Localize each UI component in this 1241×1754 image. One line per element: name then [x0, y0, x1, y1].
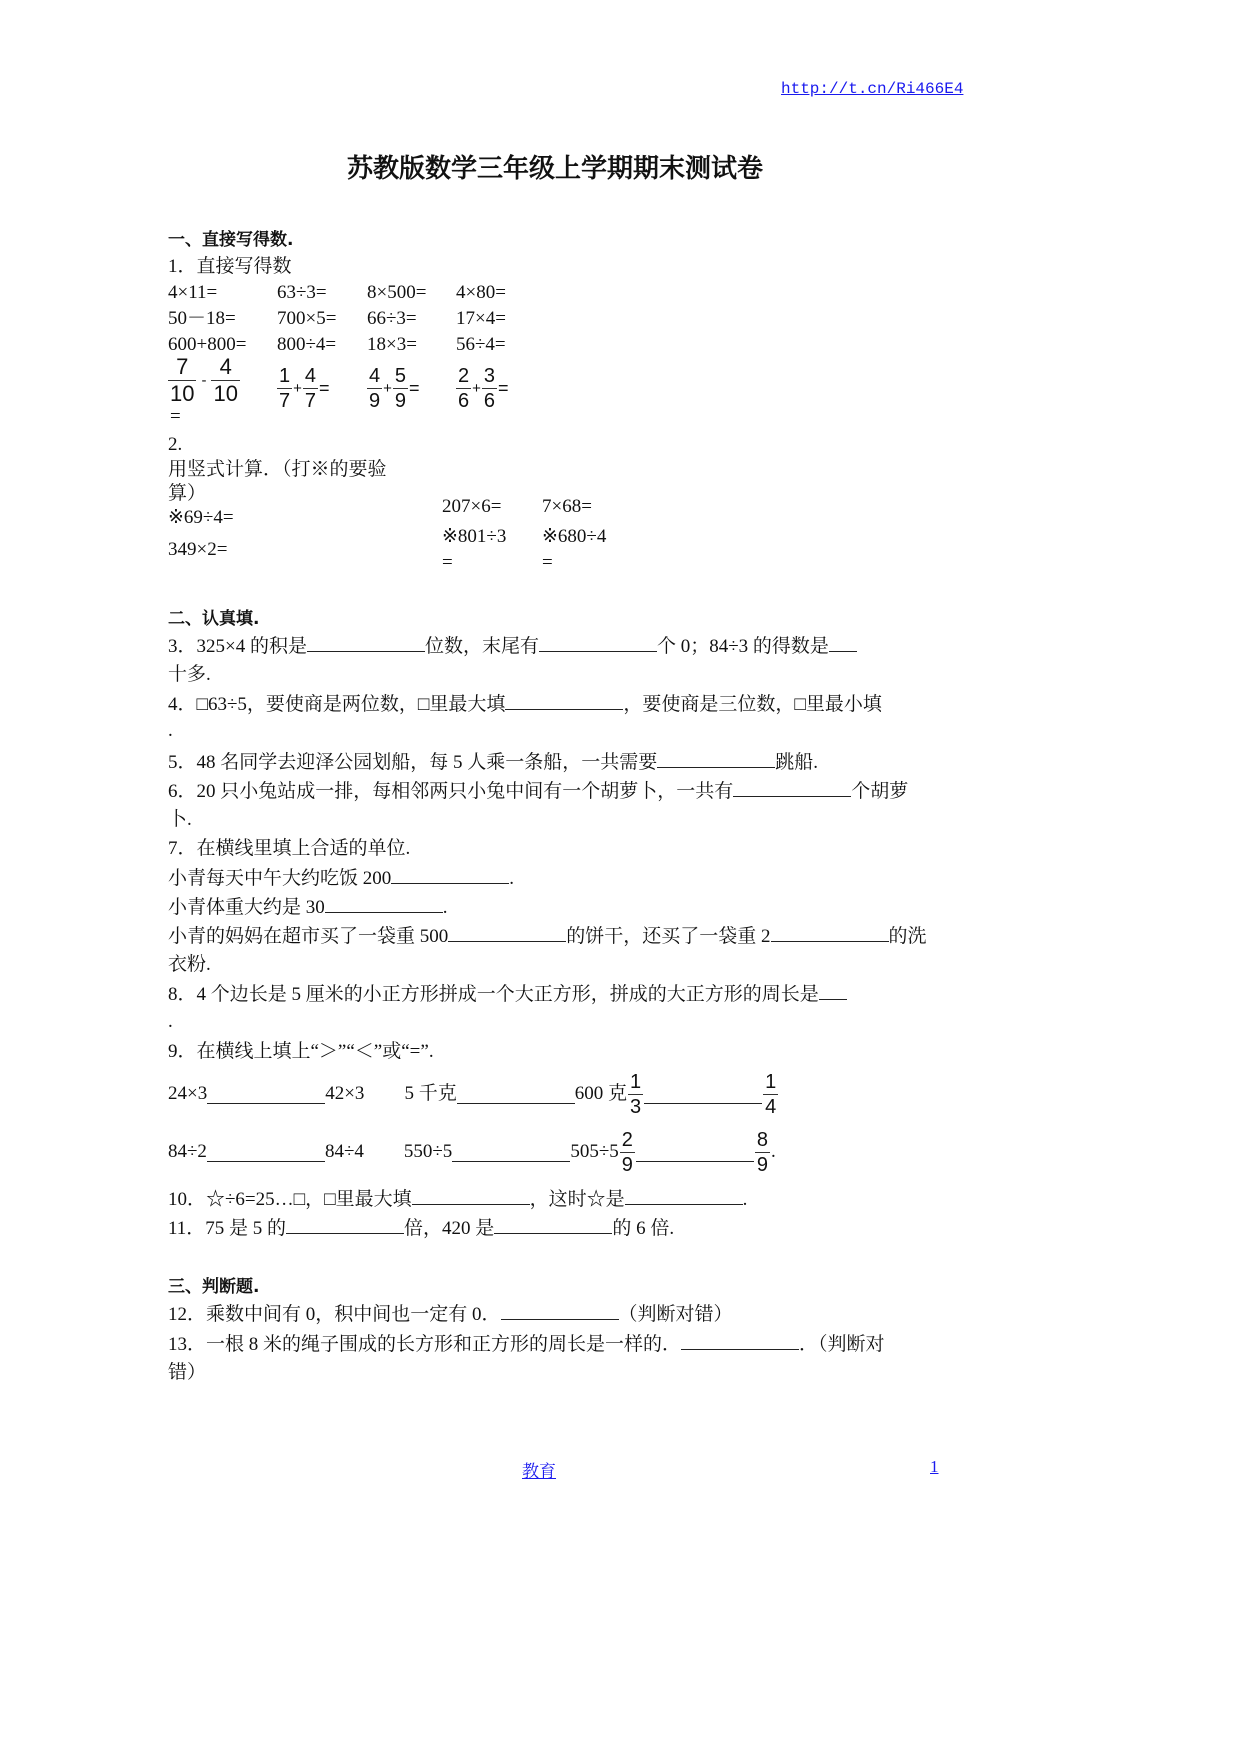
question-9-label: 9．在横线上填上“＞”“＜”或“=”. — [168, 1041, 434, 1062]
answer-blank[interactable] — [771, 923, 889, 942]
question-7-line-2: 小青体重大约是 30 . — [168, 894, 448, 921]
question-5: 5．48 名同学去迎泽公园划船，每 5 人乘一条船，一共需要 跳船. — [168, 749, 818, 776]
answer-blank[interactable] — [625, 1186, 743, 1205]
answer-blank[interactable] — [501, 1301, 619, 1320]
question-9-row-2: 84÷2 84÷4 550÷5 505÷5 $\frac{2}{9}$ $\frac{8}{9}$ . — [168, 1128, 776, 1176]
answer-blank[interactable] — [457, 1085, 575, 1104]
calc-item: 17×4= — [456, 308, 506, 329]
question-2-instruction: 用竖式计算．（打※的要验 — [168, 459, 387, 480]
fraction: $\frac{4}{9}$ — [369, 365, 381, 412]
calc-item: 600+800= — [168, 334, 247, 355]
answer-blank[interactable] — [681, 1331, 799, 1350]
calc-equals: = — [542, 552, 553, 573]
question-7-line-3: 小青的妈妈在超市买了一袋重 500 的饼干，还买了一袋重 2 的洗 — [168, 923, 927, 950]
answer-blank[interactable] — [494, 1215, 612, 1234]
calc-item: 8×500= — [367, 282, 427, 303]
answer-blank[interactable] — [207, 1085, 325, 1104]
answer-blank[interactable] — [819, 981, 847, 1000]
section-heading-3: 三、判断题. — [168, 1277, 260, 1297]
fraction-expr-3: $\frac{4}{9}$ + $\frac{5}{9}$ = — [369, 365, 420, 412]
question-8: 8．4 个边长是 5 厘米的小正方形拼成一个大正方形，拼成的大正方形的周长是 — [168, 981, 847, 1008]
answer-blank[interactable] — [505, 691, 623, 710]
calc-item: 800÷4= — [277, 334, 337, 355]
question-10: 10．☆÷6=25…□，□里最大填 ，这时☆是 . — [168, 1186, 747, 1213]
question-13: 13．一根 8 米的绳子围成的长方形和正方形的周长是一样的． ．（判断对 — [168, 1331, 885, 1358]
calc-item: 50－18= — [168, 308, 236, 329]
answer-blank[interactable] — [452, 1143, 570, 1162]
fraction-expr-1-equals: = — [170, 406, 181, 427]
answer-blank[interactable] — [207, 1143, 325, 1162]
calc-item: 700×5= — [277, 308, 337, 329]
answer-blank[interactable] — [391, 865, 509, 884]
question-7-line-1: 小青每天中午大约吃饭 200 . — [168, 865, 514, 892]
answer-blank[interactable] — [286, 1215, 404, 1234]
calc-item: 66÷3= — [367, 308, 417, 329]
answer-blank[interactable] — [307, 633, 425, 652]
question-2-number: 2. — [168, 434, 183, 455]
question-8-cont: . — [168, 1011, 173, 1032]
footer-link[interactable]: 教育 — [522, 1462, 556, 1481]
question-4-cont: . — [168, 720, 173, 741]
calc-item: 349×2= — [168, 539, 228, 560]
answer-blank[interactable] — [657, 749, 775, 768]
fraction-expr-2: $\frac{1}{7}$ + $\frac{4}{7}$ = — [279, 365, 330, 412]
question-3-cont: 十多. — [168, 664, 211, 685]
calc-item: 4×11= — [168, 282, 218, 303]
fraction: $\frac{1}{7}$ — [279, 365, 291, 412]
header-url-link[interactable]: http://t.cn/Ri466E4 — [781, 80, 964, 98]
page-number[interactable]: 1 — [930, 1457, 939, 1476]
fraction: $\frac{8}{9}$ — [756, 1128, 768, 1176]
question-1-label: 1．直接写得数 — [168, 256, 292, 277]
fraction: $\frac{4}{10}$ — [213, 354, 238, 406]
answer-blank[interactable] — [448, 923, 566, 942]
fraction: $\frac{4}{7}$ — [304, 365, 317, 412]
fraction: $\frac{1}{3}$ — [629, 1070, 642, 1118]
calc-item: ※801÷3 — [442, 526, 507, 547]
question-11: 11．75 是 5 的 倍，420 是 的 6 倍. — [168, 1215, 674, 1242]
answer-blank[interactable] — [539, 633, 657, 652]
fraction: $\frac{2}{6}$ — [458, 365, 470, 412]
answer-blank[interactable] — [733, 778, 851, 797]
question-13-cont: 错） — [168, 1362, 207, 1383]
question-4: 4．□63÷5，要使商是两位数，□里最大填 ，要使商是三位数，□里最小填 — [168, 691, 882, 718]
calc-item: ※69÷4= — [168, 507, 234, 528]
fraction: $\frac{1}{4}$ — [765, 1070, 777, 1118]
question-7-line-4: 衣粉. — [168, 954, 211, 975]
calc-equals: = — [442, 552, 453, 573]
fraction-expr-1: $\frac{7}{10}$ - $\frac{4}{10}$ — [170, 354, 238, 406]
calc-item: 4×80= — [456, 282, 506, 303]
section-heading-2: 二、认真填. — [168, 609, 260, 629]
fraction: $\frac{7}{10}$ — [170, 354, 195, 406]
calc-item: 63÷3= — [277, 282, 327, 303]
answer-blank[interactable] — [412, 1186, 530, 1205]
fraction-expr-4: $\frac{2}{6}$ + $\frac{3}{6}$ = — [458, 365, 509, 412]
calc-item: 7×68= — [542, 496, 592, 517]
calc-item: 18×3= — [367, 334, 417, 355]
page-title: 苏教版数学三年级上学期期末测试卷 — [346, 154, 763, 184]
question-9-row-1: 24×3 42×3 5 千克 600 克 $\frac{1}{3}$ $\frac{1}{4}$ — [168, 1070, 777, 1118]
calc-item: 56÷4= — [456, 334, 506, 355]
answer-blank[interactable] — [325, 894, 443, 913]
answer-blank[interactable] — [829, 633, 857, 652]
fraction: $\frac{2}{9}$ — [621, 1128, 633, 1176]
calc-item: 207×6= — [442, 496, 502, 517]
q1-grid — [168, 280, 546, 358]
section-heading-1: 一、直接写得数. — [168, 230, 294, 250]
question-6: 6．20 只小兔站成一排，每相邻两只小兔中间有一个胡萝卜，一共有 个胡萝 — [168, 778, 908, 805]
fraction: $\frac{3}{6}$ — [483, 365, 496, 412]
question-6-cont: 卜. — [168, 809, 192, 830]
fraction: $\frac{5}{9}$ — [394, 365, 407, 412]
question-7-label: 7．在横线里填上合适的单位. — [168, 838, 411, 859]
question-3: 3．325×4 的积是 位数，末尾有 个 0；84÷3 的得数是 — [168, 633, 857, 660]
question-12: 12．乘数中间有 0，积中间也一定有 0． （判断对错） — [168, 1301, 733, 1328]
question-2-instruction-cont: 算） — [168, 483, 207, 504]
answer-blank[interactable] — [636, 1143, 754, 1162]
calc-item: ※680÷4 — [542, 526, 607, 547]
answer-blank[interactable] — [644, 1085, 762, 1104]
